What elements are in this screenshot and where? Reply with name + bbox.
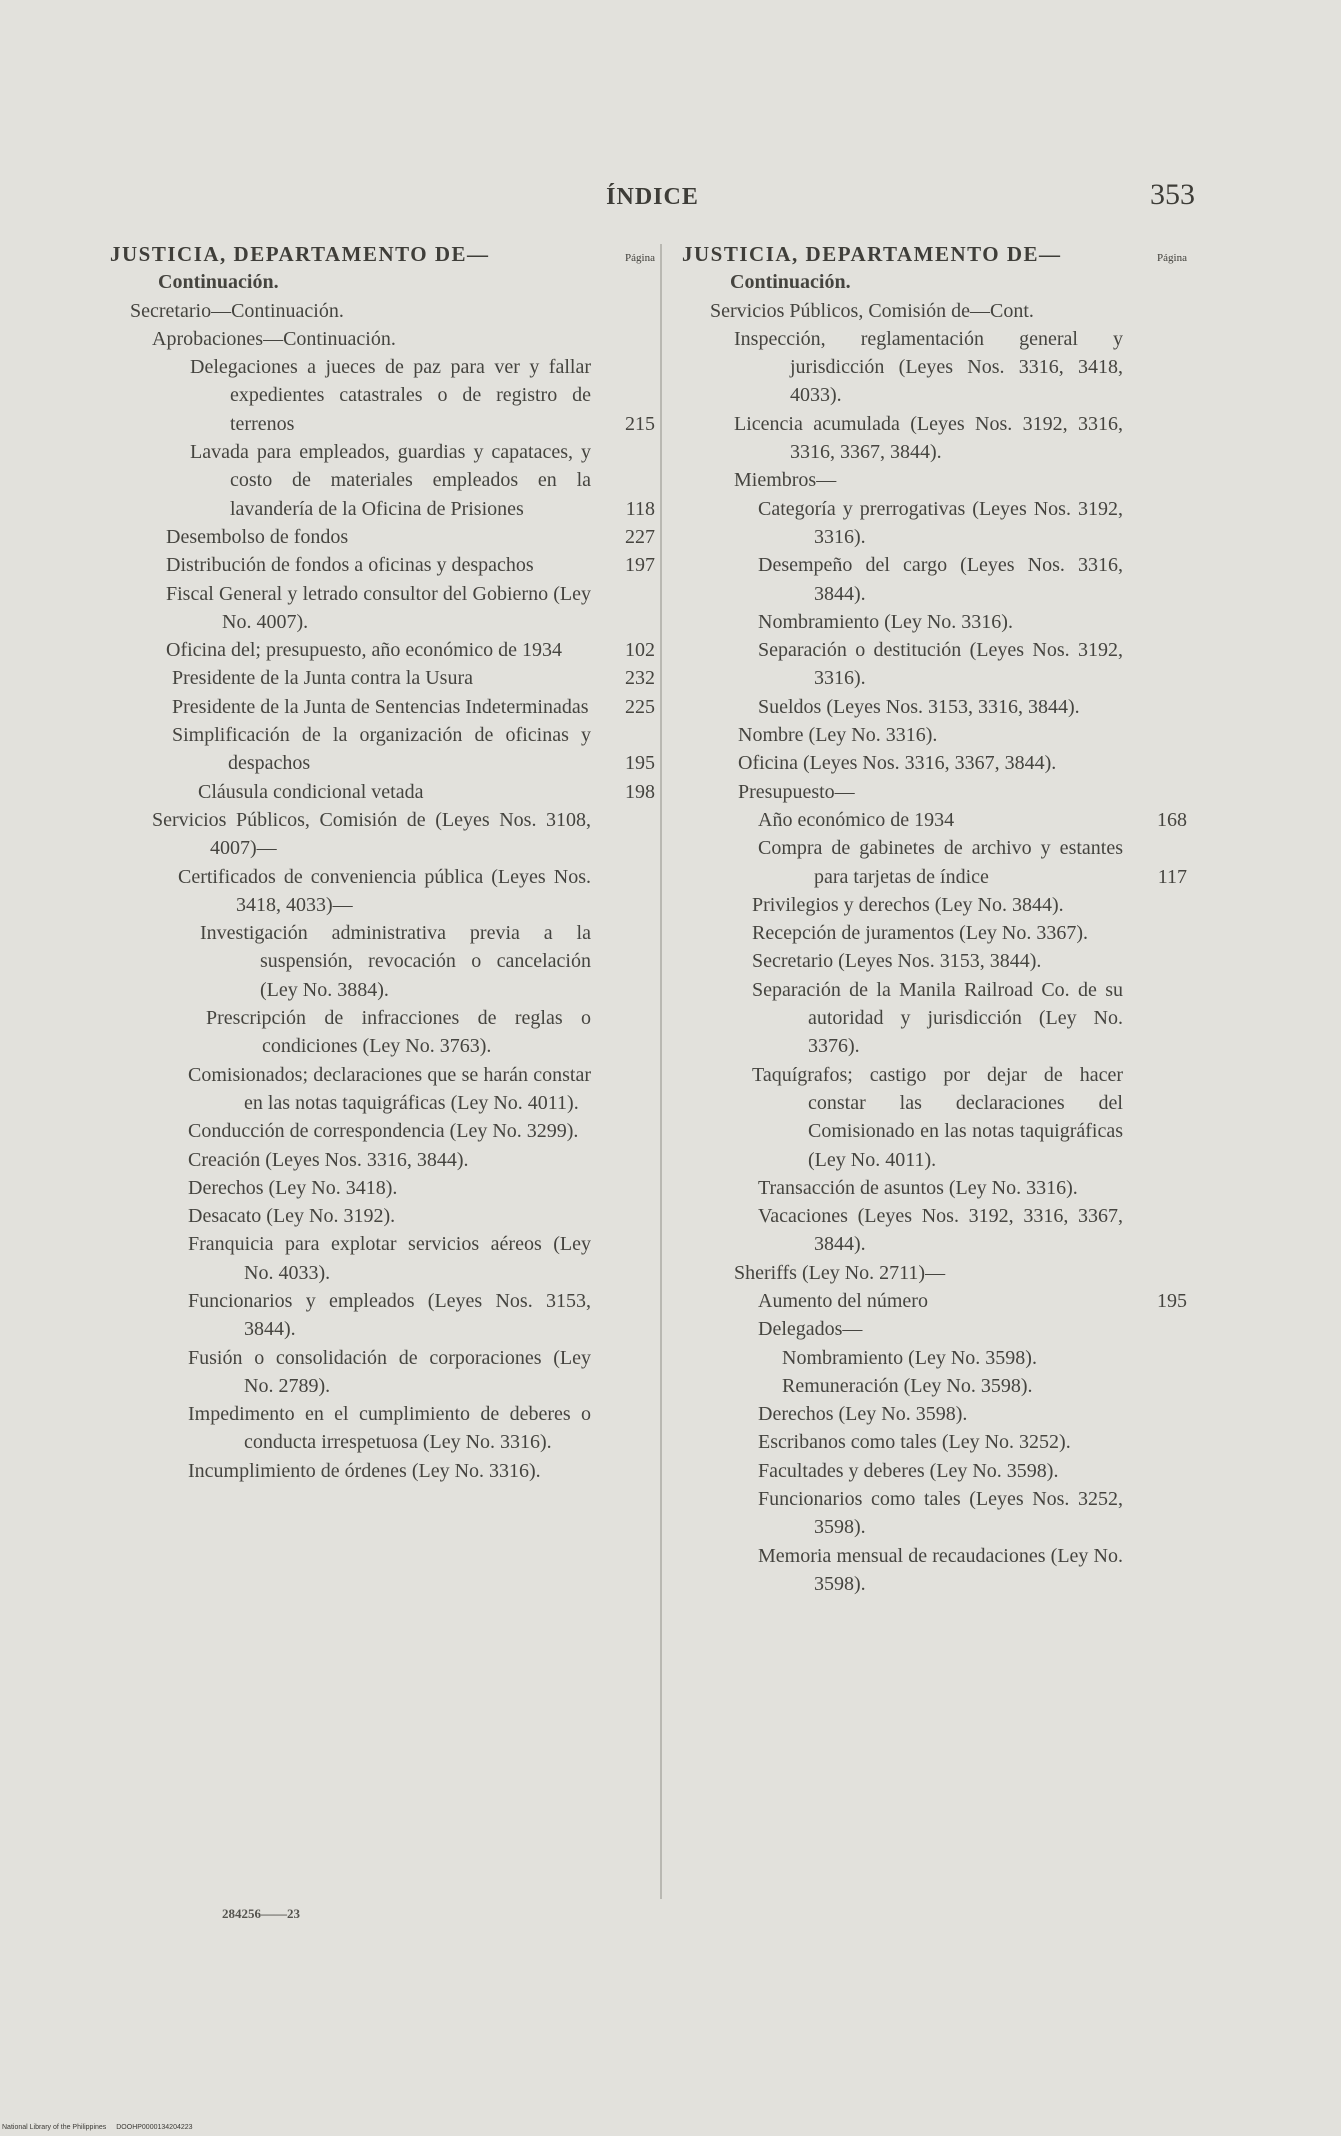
- entry-text: Impedimento en el cumplimiento de deberes o conducta irrespetuosa (Ley No. 3316).: [188, 1403, 591, 1454]
- entry-text: Compra de gabinetes de archivo y estantes para tarjetas de índice: [758, 837, 1123, 888]
- page-reference: 225: [625, 695, 655, 718]
- index-entry: [110, 325, 655, 353]
- entry-text: Desempeño del cargo (Leyes Nos. 3316, 3844).: [758, 554, 1123, 605]
- entry-text: Memoria mensual de recaudaciones (Ley No. 3598).: [758, 1544, 1123, 1595]
- index-entry: [682, 1287, 1187, 1315]
- section-subheading: Continuación.: [158, 271, 279, 294]
- index-entry: [110, 1202, 655, 1230]
- index-entry: [110, 778, 655, 806]
- entry-text: Inspección, reglamentación general y jurisdicción (Leyes Nos. 3316, 3418, 4033).: [734, 327, 1123, 407]
- entry-text: Creación (Leyes Nos. 3316, 3844).: [188, 1148, 469, 1171]
- pagina-label: Página: [1157, 252, 1187, 264]
- index-entry: [682, 466, 1187, 494]
- index-entry: [110, 1117, 655, 1145]
- entry-text: Investigación administrativa previa a la suspensión, revocación o cancelación (Ley No. 3884).: [200, 922, 591, 1001]
- index-entry: [682, 749, 1187, 777]
- index-entry: [682, 1174, 1187, 1202]
- entry-text: Simplificación de la organización de oficinas y despachos: [172, 724, 591, 775]
- entry-text: Servicios Públicos, Comisión de (Leyes Nos. 3108, 4007)—: [152, 808, 591, 860]
- index-entry: [110, 1344, 655, 1401]
- entry-text: Escribanos como tales (Ley No. 3252).: [758, 1431, 1071, 1454]
- index-entry: [110, 1004, 655, 1061]
- entry-text: Funcionarios y empleados (Leyes Nos. 3153, 3844).: [188, 1289, 591, 1341]
- index-entry: [682, 608, 1187, 636]
- index-entry: [682, 1542, 1187, 1599]
- index-entry: [110, 806, 655, 863]
- index-entry: [110, 1287, 655, 1344]
- index-entry: [682, 947, 1187, 975]
- entry-text: Facultades y deberes (Ley No. 3598).: [758, 1459, 1059, 1482]
- index-entry: [110, 863, 655, 920]
- index-entry: [682, 806, 1187, 834]
- column-divider: [660, 244, 662, 1899]
- index-entry: [682, 1485, 1187, 1542]
- index-entry: [110, 1230, 655, 1287]
- page-reference: 118: [625, 497, 655, 520]
- index-entry: [110, 353, 655, 438]
- page-reference: 227: [625, 525, 655, 548]
- section-heading: JUSTICIA, DEPARTAMENTO DE— Página: [110, 240, 655, 268]
- index-entry: [682, 919, 1187, 947]
- index-entry: [110, 580, 655, 637]
- entry-text: Nombramiento (Ley No. 3598).: [782, 1346, 1037, 1369]
- left-column: [110, 240, 655, 1485]
- index-entry: [110, 523, 655, 551]
- entry-text: Funcionarios como tales (Leyes Nos. 3252, 3598).: [758, 1488, 1123, 1539]
- index-entry: [110, 1457, 655, 1485]
- entry-text: Distribución de fondos a oficinas y despachos: [166, 554, 534, 577]
- entry-text: Vacaciones (Leyes Nos. 3192, 3316, 3367, 3844).: [758, 1205, 1123, 1256]
- index-entry: [682, 1202, 1187, 1259]
- entry-text: Categoría y prerrogativas (Leyes Nos. 3192, 3316).: [758, 497, 1123, 548]
- index-entry: [682, 297, 1187, 325]
- entry-text: Desembolso de fondos: [166, 525, 349, 548]
- entry-text: Delegados—: [758, 1318, 863, 1341]
- index-entry: [682, 1428, 1187, 1456]
- entry-text: Recepción de juramentos (Ley No. 3367).: [752, 922, 1089, 945]
- entry-text: Presupuesto—: [738, 780, 855, 803]
- index-entry: [682, 1372, 1187, 1400]
- index-entry: [110, 297, 655, 325]
- document-id: DOOHP0000134204223: [116, 2124, 193, 2131]
- entry-text: Sueldos (Leyes Nos. 3153, 3316, 3844).: [758, 695, 1080, 718]
- entry-text: Delegaciones a jueces de paz para ver y fallar expedientes catastrales o de registro de terrenos: [190, 356, 591, 435]
- page-reference: 215: [625, 412, 655, 435]
- index-entry: [682, 693, 1187, 721]
- entry-text: Remuneración (Ley No. 3598).: [782, 1374, 1033, 1397]
- entry-text: Cláusula condicional vetada: [198, 780, 424, 803]
- page-reference: 168: [1157, 808, 1187, 831]
- index-entry: [682, 1457, 1187, 1485]
- index-entry: [110, 693, 655, 721]
- index-entry: [110, 438, 655, 523]
- entry-text: Miembros—: [734, 469, 837, 492]
- entry-text: Desacato (Ley No. 3192).: [188, 1205, 396, 1228]
- index-entry: [110, 1061, 655, 1118]
- index-entry: [110, 1174, 655, 1202]
- entry-text: Taquígrafos; castigo por dejar de hacer constar las declaraciones del Comisionado en las notas taquigráficas (Ley No. 4011).: [752, 1063, 1123, 1171]
- page-reference: 195: [625, 752, 655, 775]
- index-entry: [682, 325, 1187, 410]
- page-reference: 117: [1157, 865, 1187, 888]
- entry-text: Prescripción de infracciones de reglas o condiciones (Ley No. 3763).: [206, 1007, 591, 1058]
- entry-text: Incumplimiento de órdenes (Ley No. 3316).: [188, 1459, 541, 1482]
- entry-text: Año económico de 1934: [758, 808, 955, 831]
- index-entry: [682, 1344, 1187, 1372]
- page-number: 353: [1150, 178, 1195, 211]
- index-entry: [682, 636, 1187, 693]
- index-entry: [682, 1315, 1187, 1343]
- page-header: [110, 178, 1195, 228]
- entry-text: Aprobaciones—Continuación.: [152, 327, 396, 350]
- entry-text: Fusión o consolidación de corporaciones (Ley No. 2789).: [188, 1346, 591, 1397]
- entry-text: Privilegios y derechos (Ley No. 3844).: [752, 893, 1064, 916]
- printer-footnote: 284256——23: [222, 1906, 300, 1921]
- entry-text: Secretario (Leyes Nos. 3153, 3844).: [752, 950, 1042, 973]
- entry-text: Servicios Públicos, Comisión de—Cont.: [710, 299, 1034, 322]
- entry-text: Separación o destitución (Leyes Nos. 3192, 3316).: [758, 639, 1123, 690]
- entry-text: Certificados de conveniencia pública (Leyes Nos. 3418, 4033)—: [178, 865, 591, 916]
- index-entry: [682, 1400, 1187, 1428]
- entry-text: Nombramiento (Ley No. 3316).: [758, 610, 1013, 633]
- index-entry: [682, 721, 1187, 749]
- entry-text: Transacción de asuntos (Ley No. 3316).: [758, 1176, 1078, 1199]
- index-entry: [682, 834, 1187, 891]
- index-entry: [682, 976, 1187, 1061]
- page-reference: 195: [1157, 1289, 1187, 1312]
- entry-text: Sheriffs (Ley No. 2711)—: [734, 1261, 946, 1284]
- page-reference: 232: [625, 667, 655, 690]
- index-entry: [682, 551, 1187, 608]
- pagina-label: Página: [625, 252, 655, 264]
- section-subheading: Continuación.: [730, 271, 851, 294]
- index-entry: [682, 1259, 1187, 1287]
- entry-text: Separación de la Manila Railroad Co. de su autoridad y jurisdicción (Ley No. 3376).: [752, 978, 1123, 1058]
- page-reference: 197: [625, 554, 655, 577]
- section-heading: JUSTICIA, DEPARTAMENTO DE— Página: [682, 240, 1187, 268]
- right-column: [682, 240, 1187, 1598]
- entry-text: Nombre (Ley No. 3316).: [738, 724, 938, 747]
- index-entry: [110, 636, 655, 664]
- index-entries: [682, 297, 1187, 1599]
- index-entry: [110, 1146, 655, 1174]
- entry-text: Lavada para empleados, guardias y capataces, y costo de materiales empleados en la lavandería de la Oficina de Prisiones: [190, 441, 591, 520]
- entry-text: Derechos (Ley No. 3418).: [188, 1176, 398, 1199]
- entry-text: Comisionados; declaraciones que se harán constar en las notas taquigráficas (Ley No. 4011).: [188, 1063, 591, 1114]
- index-entry: [110, 721, 655, 778]
- entry-text: Derechos (Ley No. 3598).: [758, 1403, 968, 1426]
- entry-text: Presidente de la Junta contra la Usura: [172, 667, 474, 690]
- page-reference: 102: [625, 639, 655, 662]
- index-entry: [110, 551, 655, 579]
- library-name: National Library of the Philippines: [2, 2124, 107, 2131]
- entry-text: Fiscal General y letrado consultor del Gobierno (Ley No. 4007).: [166, 582, 591, 633]
- index-entry: [682, 410, 1187, 467]
- index-entry: [682, 1061, 1187, 1174]
- page-reference: 198: [625, 780, 655, 803]
- index-entry: [682, 891, 1187, 919]
- index-entries: [110, 297, 655, 1485]
- index-entry: [110, 1400, 655, 1457]
- entry-text: Licencia acumulada (Leyes Nos. 3192, 3316, 3316, 3367, 3844).: [734, 412, 1123, 464]
- entry-text: Aumento del número: [758, 1289, 928, 1312]
- entry-text: Secretario—Continuación.: [130, 299, 344, 322]
- index-entry: [682, 495, 1187, 552]
- entry-text: Presidente de la Junta de Sentencias Indeterminadas: [172, 695, 589, 718]
- entry-text: Oficina (Leyes Nos. 3316, 3367, 3844).: [738, 752, 1057, 775]
- entry-text: Conducción de correspondencia (Ley No. 3299).: [188, 1120, 579, 1143]
- library-stamp: [2, 2124, 201, 2131]
- page-title: ÍNDICE: [606, 184, 699, 210]
- entry-text: Oficina del; presupuesto, año económico de 1934: [166, 639, 562, 662]
- entry-text: Franquicia para explotar servicios aéreos (Ley No. 4033).: [188, 1233, 591, 1284]
- index-entry: [110, 919, 655, 1004]
- index-entry: [682, 778, 1187, 806]
- index-entry: [110, 664, 655, 692]
